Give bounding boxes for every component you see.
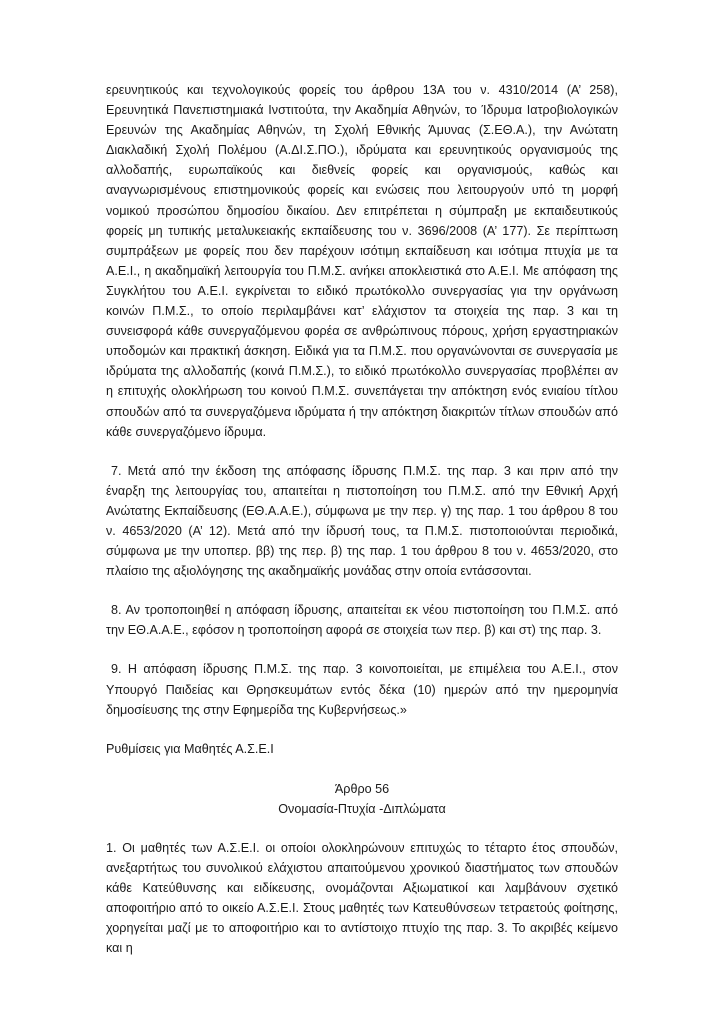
- article-header: [106, 779, 618, 819]
- body-paragraph-8: 8. Αν τροποποιηθεί η απόφαση ίδρυσης, απαιτείται εκ νέου πιστοποίηση του Π.Μ.Σ. από την ΕΘ.Α.Α.Ε., εφόσον η τροποποίηση αφορά σε στοιχεία των περ. β) και στ) της παρ. 3.: [106, 603, 618, 638]
- section-heading: Ρυθμίσεις για Μαθητές Α.Σ.Ε.Ι: [106, 741, 274, 756]
- document-page: [106, 80, 618, 959]
- body-paragraph-9: 9. Η απόφαση ίδρυσης Π.Μ.Σ. της παρ. 3 κοινοποιείται, με επιμέλεια του Α.Ε.Ι., στον Υπουργό Παιδείας και Θρησκευμάτων εντός δέκα (10) ημερών από την ημερομηνία δημοσίευσης της στην Εφημερίδα της Κυβερνήσεως.»: [106, 662, 618, 717]
- article-title: Ονομασία-Πτυχία -Διπλώματα: [278, 801, 446, 816]
- article-number: Άρθρο 56: [334, 781, 390, 796]
- body-paragraph: ερευνητικούς και τεχνολογικούς φορείς του άρθρου 13Α του ν. 4310/2014 (Α’ 258), Ερευνητικά Πανεπιστημιακά Ινστιτούτα, την Ακαδημία Αθηνών, το Ίδρυμα Ιατροβιολογικών Ερευνών της Ακαδημίας Αθηνών, τη Σχολή Εθνικής Άμυνας (Σ.ΕΘ.Α.), την Ανώτατη Διακλαδική Σχολή Πολέμου (Α.ΔΙ.Σ.ΠΟ.), ιδρύματα και ερευνητικούς οργανισμούς της αλλοδαπής, ευρωπαϊκούς και διεθνείς φορείς και οργανισμούς, καθώς και αναγνωρισμένους επιστημονικούς φορείς και ενώσεις που λειτουργούν υπό τη μορφή νομικού προσώπου δημοσίου δικαίου. Δεν επιτρέπεται η σύμπραξη με εκπαιδευτικούς φορείς μη τυπικής μεταλυκειακής εκπαίδευσης του ν. 3696/2008 (Α’ 177). Σε περίπτωση συμπράξεων με φορείς που δεν παρέχουν ισότιμη εκπαίδευση και ισότιμα πτυχία με τα Α.Ε.Ι., η ακαδημαϊκή λειτουργία του Π.Μ.Σ. ανήκει αποκλειστικά στο Α.Ε.Ι. Με απόφαση της Συγκλήτου του Α.Ε.Ι. εγκρίνεται το ειδικό πρωτόκολλο συνεργασίας για την οργάνωση κοινών Π.Μ.Σ., το οποίο περιλαμβάνει κατ’ ελάχιστον τα στοιχεία της παρ. 3 και τη συνεισφορά κάθε συνεργαζόμενου φορέα σε ανθρώπινους πόρους, χρήση εργαστηριακών υποδομών και πρακτική άσκηση. Ειδικά για τα Π.Μ.Σ. που οργανώνονται σε συνεργασία με ιδρύματα της αλλοδαπής (κοινά Π.Μ.Σ.), το ειδικό πρωτόκολλο συνεργασίας προβλέπει αν η επιτυχής ολοκλήρωση του κοινού Π.Μ.Σ. συνεπάγεται την απόκτηση ενός ενιαίου τίτλου σπουδών από τα συνεργαζόμενα ιδρύματα ή την απόκτηση διακριτών τίτλων σπουδών από κάθε συνεργαζόμενο ίδρυμα.: [106, 83, 618, 439]
- article-paragraph-1: 1. Οι μαθητές των Α.Σ.Ε.Ι. οι οποίοι ολοκληρώνουν επιτυχώς το τέταρτο έτος σπουδών, ανεξαρτήτως του συνολικού ελάχιστου απαιτούμενου χρονικού διαστήματος των σπουδών κάθε Κατεύθυνσης και ειδίκευσης, ονομάζονται Αξιωματικοί και λαμβάνουν σχετικό αποφοιτήριο από το οικείο Α.Σ.Ε.Ι. Στους μαθητές των Κατευθύνσεων τετραετούς φοίτησης, χορηγείται μαζί με το αποφοιτήριο και το αντίστοιχο πτυχίο της παρ. 3. Το ακριβές κείμενο και η: [106, 841, 618, 956]
- body-paragraph-7: 7. Μετά από την έκδοση της απόφασης ίδρυσης Π.Μ.Σ. της παρ. 3 και πριν από την έναρξη της λειτουργίας του, απαιτείται η πιστοποίηση του Π.Μ.Σ. από την Εθνική Αρχή Ανώτατης Εκπαίδευσης (ΕΘ.Α.Α.Ε.), σύμφωνα με την περ. γ) της παρ. 1 του άρθρου 8 του ν. 4653/2020 (Α’ 12). Μετά από την ίδρυσή τους, τα Π.Μ.Σ. πιστοποιούνται περιοδικά, σύμφωνα με την υποπερ. ββ) της περ. β) της παρ. 1 του άρθρου 8 του ν. 4653/2020, στο πλαίσιο της αξιολόγησης της ακαδημαϊκής μονάδας στην οποία εντάσσονται.: [106, 463, 618, 579]
